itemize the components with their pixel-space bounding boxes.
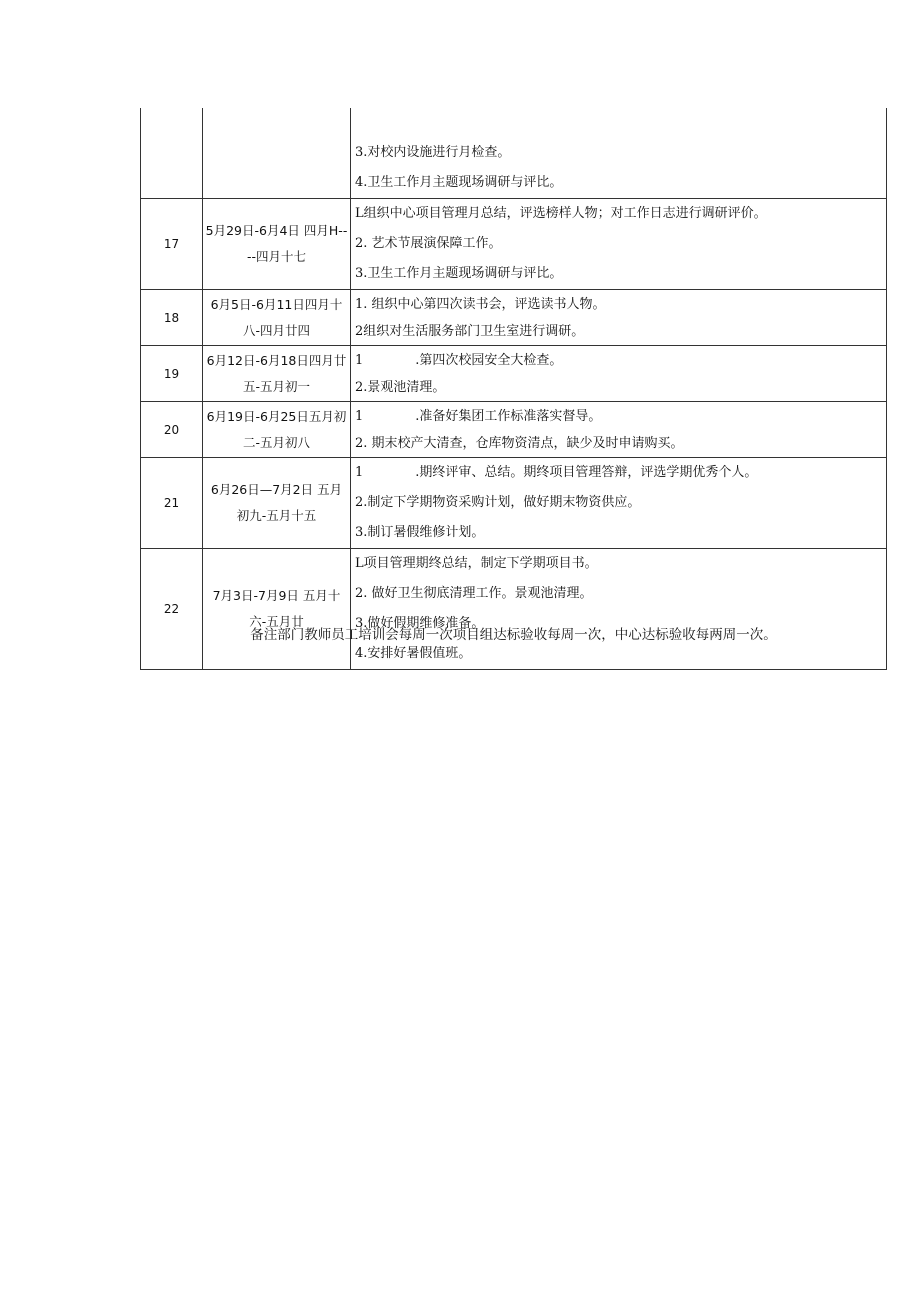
week-number: 22 (141, 549, 203, 670)
schedule-row (141, 549, 887, 670)
date-range: 6月12日-6月18日四月廿五-五月初一 (203, 346, 351, 402)
task-item: 2. 艺术节展演保障工作。 (355, 236, 502, 251)
task-item: 3.卫生工作月主题现场调研与评比。 (355, 266, 563, 281)
schedule-row (141, 346, 887, 402)
task-item: 3.制订暑假维修计划。 (355, 525, 485, 540)
task-item: 3.做好假期维修准备。 (355, 616, 485, 631)
task-item: L组织中心项目管理月总结，评选榜样人物；对工作日志进行调研评价。 (355, 206, 767, 221)
date-range: 6月5日-6月11日四月十八-四月廿四 (203, 290, 351, 346)
task-item: 1 .准备好集团工作标准落实督导。 (355, 408, 602, 424)
week-number: 20 (141, 402, 203, 458)
task-list (351, 549, 887, 670)
footnote: 备注部门教师员工培训会每周一次项目组达标验收每周一次，中心达标验收每两周一次。 (250, 627, 777, 643)
date-range: 6月19日-6月25日五月初二-五月初八 (203, 402, 351, 458)
schedule-row (141, 108, 887, 199)
task-list (351, 458, 887, 549)
task-item: 1 .第四次校园安全大检查。 (355, 352, 563, 368)
task-item: 2.制定下学期物资采购计划，做好期末物资供应。 (355, 495, 641, 510)
task-list (351, 346, 887, 402)
task-item: 2. 期末校产大清查，仓库物资清点，缺少及时申请购买。 (355, 435, 684, 451)
date-range: 5月29日-6月4日 四月H----四月十七 (203, 199, 351, 290)
task-list (351, 108, 887, 199)
task-item (351, 108, 886, 138)
task-list (351, 402, 887, 458)
work-schedule-table (140, 108, 887, 670)
date-range: 7月3日-7月9日 五月十六-五月廿 (203, 549, 351, 670)
schedule-row (141, 199, 887, 290)
week-number: 18 (141, 290, 203, 346)
task-item: 2. 做好卫生彻底清理工作。景观池清理。 (355, 586, 593, 601)
week-number (141, 108, 203, 199)
date-range (203, 108, 351, 199)
task-item: 1. 组织中心第四次读书会，评选读书人物。 (355, 296, 606, 312)
task-item: 4.卫生工作月主题现场调研与评比。 (355, 175, 563, 190)
task-item: 2.景观池清理。 (355, 379, 446, 395)
week-number: 19 (141, 346, 203, 402)
date-range: 6月26日—7月2日 五月初九-五月十五 (203, 458, 351, 549)
schedule-row (141, 458, 887, 549)
schedule-row (141, 290, 887, 346)
task-item: L项目管理期终总结，制定下学期项目书。 (355, 556, 598, 571)
task-list (351, 199, 887, 290)
week-number: 21 (141, 458, 203, 549)
task-item: 2组织对生活服务部门卫生室进行调研。 (355, 323, 585, 339)
task-item: 1 .期终评审、总结。期终项目管理答辩，评选学期优秀个人。 (355, 465, 758, 480)
task-list (351, 290, 887, 346)
week-number: 17 (141, 199, 203, 290)
task-item: 4.安排好暑假值班。 (355, 646, 472, 661)
schedule-row (141, 402, 887, 458)
task-item: 3.对校内设施进行月检查。 (355, 145, 511, 160)
